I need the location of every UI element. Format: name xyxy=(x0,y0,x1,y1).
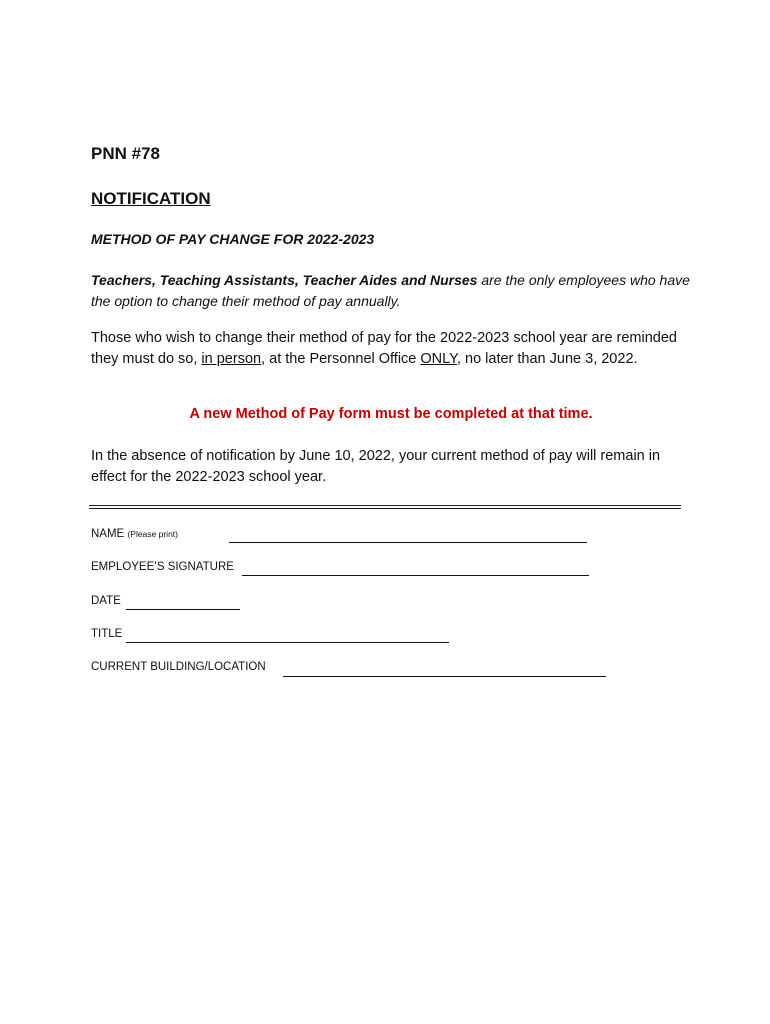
name-field-line[interactable] xyxy=(229,542,587,543)
name-hint: (Please print) xyxy=(127,529,178,539)
eligible-employees: Teachers, Teaching Assistants, Teacher Aides and Nurses xyxy=(91,272,478,288)
separator-line-bottom xyxy=(89,508,681,509)
document-subtitle: METHOD OF PAY CHANGE FOR 2022-2023 xyxy=(91,231,375,247)
instructions-text-3: , no later than June 3, 2022. xyxy=(456,351,638,367)
name-label-text: NAME xyxy=(91,528,125,540)
notice-text: A new Method of Pay form must be completed at that time. xyxy=(189,406,593,422)
date-field-label: DATE xyxy=(91,595,121,607)
date-field-line[interactable] xyxy=(126,609,240,610)
location-field-line[interactable] xyxy=(283,676,606,677)
in-person-emphasis: in person xyxy=(201,351,262,367)
signature-field-label: EMPLOYEE’S SIGNATURE xyxy=(91,561,234,573)
title-field-label: TITLE xyxy=(91,628,123,640)
location-field-label: CURRENT BUILDING/LOCATION xyxy=(91,661,266,673)
signature-field-line[interactable] xyxy=(242,575,589,576)
document-number: PNN #78 xyxy=(91,144,160,163)
instructions-paragraph xyxy=(91,328,691,370)
title-field-line[interactable] xyxy=(126,642,449,643)
instructions-text-2: , at the Personnel Office xyxy=(261,351,421,367)
only-emphasis: ONLY xyxy=(420,351,457,367)
instructions-text-1: Those who wish to change their method of pay for the 2022-2023 school year are reminded they must do so, xyxy=(91,330,677,367)
eligibility-paragraph xyxy=(91,270,691,312)
separator-line-top xyxy=(89,505,681,506)
name-field-label xyxy=(91,528,178,540)
default-paragraph: In the absence of notification by June 10, 2022, your current method of pay will remain in effect for the 2022-2023 school year. xyxy=(91,448,661,485)
eligibility-text: are the only employees who have the option to change their method of pay annually. xyxy=(91,272,690,309)
notification-heading: NOTIFICATION xyxy=(91,189,211,208)
